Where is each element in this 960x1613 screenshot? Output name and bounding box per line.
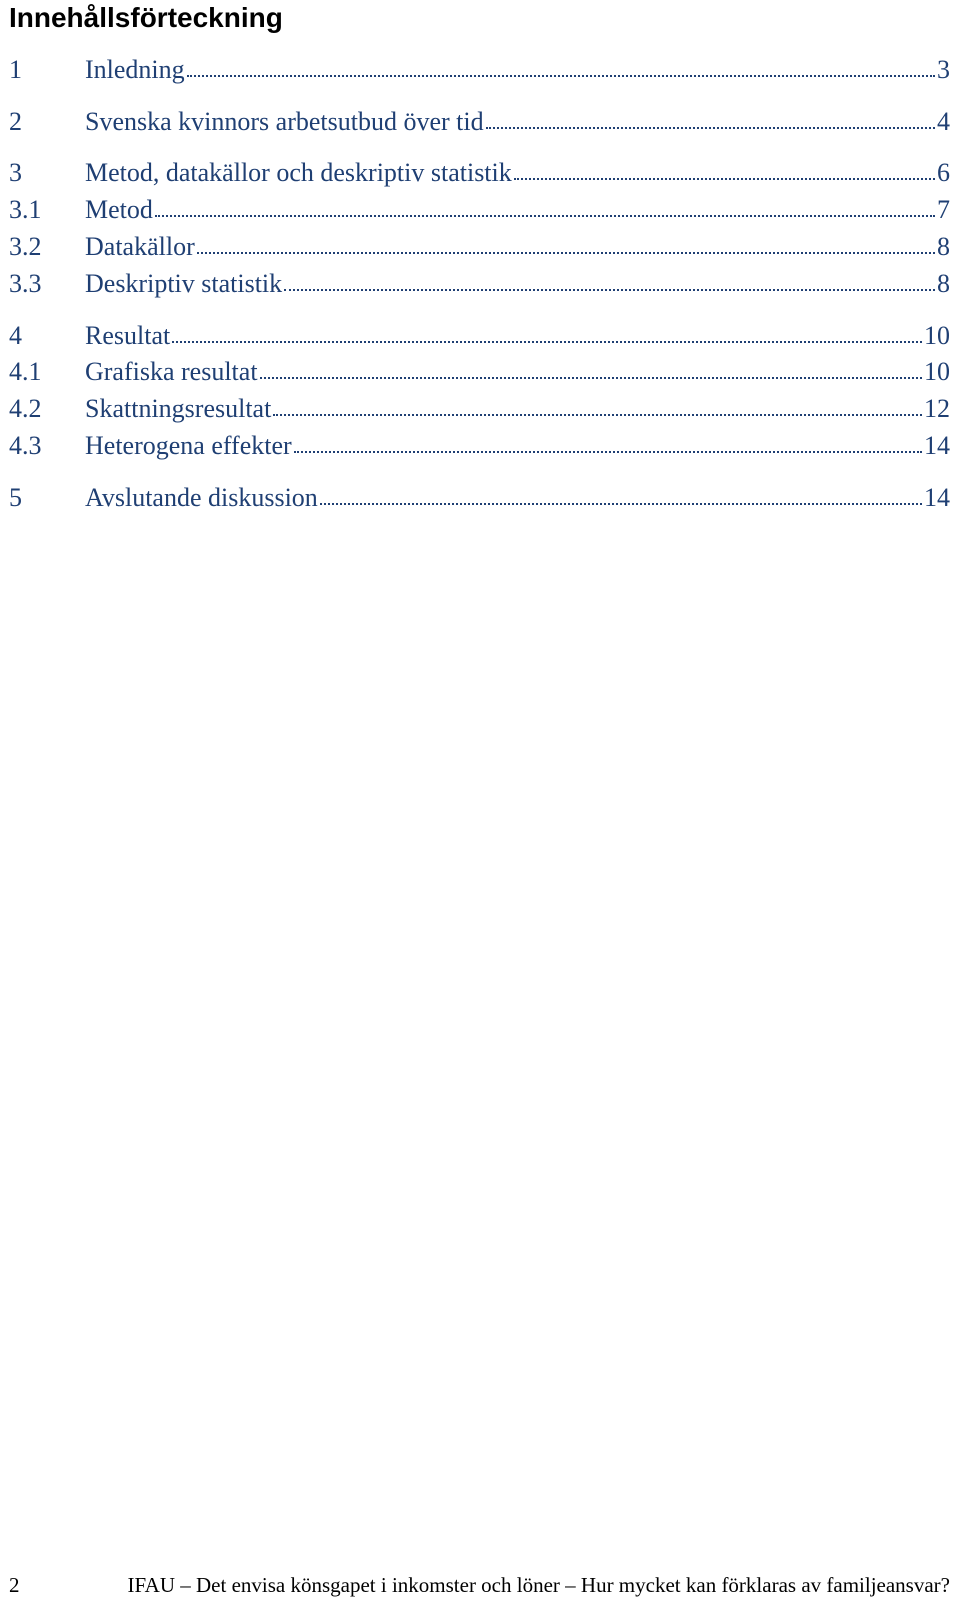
toc-entry-3[interactable] <box>9 157 950 189</box>
toc-entry-label: Datakällor <box>85 232 195 261</box>
toc-entry-page: 12 <box>924 394 950 423</box>
toc-entry-page: 8 <box>937 232 950 261</box>
toc-entry-label: Metod, datakällor och deskriptiv statistik <box>85 158 512 187</box>
toc-dot-leader <box>187 75 935 77</box>
toc-entry-label: Inledning <box>85 55 185 84</box>
toc-entry-number: 4 <box>9 321 22 350</box>
toc-entry-number: 5 <box>9 483 22 512</box>
toc-entry-page: 3 <box>937 55 950 84</box>
toc-dot-leader <box>273 414 922 416</box>
toc-heading: Innehållsförteckning <box>9 2 283 33</box>
toc-entry-label: Metod <box>85 195 153 224</box>
toc-entry-page: 4 <box>937 107 950 136</box>
toc-entry-label: Heterogena effekter <box>85 431 292 460</box>
toc-dot-leader <box>486 127 935 129</box>
toc-entry-page: 10 <box>924 357 950 386</box>
toc-entry-4-2[interactable] <box>9 393 950 425</box>
toc-entry-number: 4.2 <box>9 394 42 423</box>
toc-dot-leader <box>155 215 935 217</box>
toc-dot-leader <box>284 289 935 291</box>
toc-dot-leader <box>260 377 922 379</box>
toc-dot-leader <box>172 341 922 343</box>
page-footer <box>9 1571 950 1599</box>
toc-dot-leader <box>197 252 935 254</box>
toc-entry-5[interactable] <box>9 482 950 514</box>
toc-entry-page: 6 <box>937 158 950 187</box>
footer-title: IFAU – Det envisa könsgapet i inkomster och löner – Hur mycket kan förklaras av familjeansvar? <box>127 1573 950 1597</box>
toc-entry-2[interactable] <box>9 106 950 138</box>
toc-dot-leader <box>514 178 935 180</box>
toc-entry-3-2[interactable] <box>9 231 950 263</box>
toc-entry-label: Svenska kvinnors arbetsutbud över tid <box>85 107 484 136</box>
toc-entry-number: 3.1 <box>9 195 42 224</box>
toc-entry-page: 14 <box>924 483 950 512</box>
toc-entry-number: 4.3 <box>9 431 42 460</box>
toc-entry-4[interactable] <box>9 320 950 352</box>
toc-entry-number: 3.2 <box>9 232 42 261</box>
toc-entry-number: 1 <box>9 55 22 84</box>
toc-entry-number: 3 <box>9 158 22 187</box>
toc-entry-4-1[interactable] <box>9 356 950 388</box>
toc-entry-label: Deskriptiv statistik <box>85 269 283 298</box>
toc-entry-page: 14 <box>924 431 950 460</box>
toc-entry-number: 3.3 <box>9 269 42 298</box>
toc-entry-label: Grafiska resultat <box>85 357 258 386</box>
toc-entry-page: 8 <box>937 269 950 298</box>
footer-page-number: 2 <box>9 1573 20 1597</box>
toc-entry-4-3[interactable] <box>9 430 950 462</box>
toc-entry-number: 2 <box>9 107 22 136</box>
toc-entry-page: 7 <box>937 195 950 224</box>
toc-entry-page: 10 <box>924 321 950 350</box>
toc-entry-label: Skattningsresultat <box>85 394 272 423</box>
toc-entry-3-1[interactable] <box>9 194 950 226</box>
toc-entry-3-3[interactable] <box>9 268 950 300</box>
toc-dot-leader <box>320 503 922 505</box>
toc-dot-leader <box>294 451 922 453</box>
toc-entry-label: Resultat <box>85 321 171 350</box>
toc-entry-1[interactable] <box>9 54 950 86</box>
toc-entry-number: 4.1 <box>9 357 42 386</box>
toc-entry-label: Avslutande diskussion <box>85 483 318 512</box>
